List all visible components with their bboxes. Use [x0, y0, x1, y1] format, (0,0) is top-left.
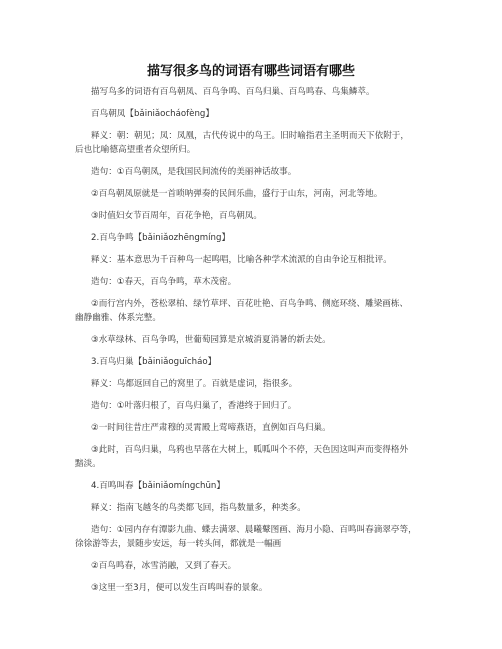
entry-1-example-2: ②百鸟朝凤原就是一首唢呐弹奏的民间乐曲，盛行于山东，河南，河北等地。 [91, 189, 383, 199]
entry-3-example-2: ②一时间往昔庄严肃穆的灵霄殿上莺啼燕语，直例如百鸟归巢。 [91, 423, 331, 433]
entry-heading-2: 2.百鸟争鸣【bǎiniǎozhēngmíng】 [91, 233, 231, 243]
entry-2-example-1: 造句：①春天，百鸟争鸣，草木茂密。 [91, 277, 237, 287]
entry-1-definition-cont: 后也比喻德高望重者众望所归。 [75, 145, 196, 155]
entry-3-example-3: ③此时，百鸟归巢，鸟鸦也早落在大树上，呱呱叫个不停，天色因这叫声而变得格外 [91, 445, 409, 455]
entry-1-definition: 释义：朝：朝见；凤：凤凰，古代传说中的鸟王。旧时喻指君主圣明而天下依附于， [91, 131, 409, 141]
entry-2-definition: 释义：基本意思为千百种鸟一起鸣唱，比喻各种学术流派的自由争论互相批评。 [91, 255, 392, 265]
intro-paragraph: 描写鸟多的词语有百鸟朝凤、百鸟争鸣、百鸟归巢、百鸟鸣春、鸟集鳞萃。 [91, 87, 375, 97]
entry-1-example-3: ③时值妇女节百周年，百花争艳，百鸟朝凤。 [91, 211, 262, 221]
document-title: 描写很多鸟的词语有哪些词语有哪些 [146, 64, 355, 79]
entry-4-example-2: ②百鸟鸣春，冰雪消融，又到了春天。 [91, 561, 237, 571]
entry-4-example-3: ③这里一至3月，便可以发生百鸣叫春的景象。 [91, 583, 268, 593]
entry-1-example-1: 造句：①百鸟朝凤，是我国民间流传的美丽神话故事。 [91, 167, 297, 177]
entry-3-definition: 释义：鸟都返回自己的窝里了。百就是虚词，指很多。 [91, 379, 298, 389]
entry-2-example-3: ③水草绿林、百鸟争鸣，世葡萄园算是京城消夏消暑的新去处。 [91, 335, 331, 345]
entry-4-example-1: 造句：①园内存有潭影九曲、蝶去满翠、晨曦鼙图画、海月小隐、百鸣叫春滴翠亭等， [91, 525, 417, 535]
document-body [75, 85, 445, 603]
entry-2-example-2-cont: 幽静幽雅、体系完整。 [75, 313, 161, 323]
entry-4-definition: 释义：指南飞越冬的鸟类都飞回，指鸟数量多，种类多。 [91, 503, 306, 513]
entry-3-example-3-cont: 黯淡。 [75, 459, 101, 469]
entry-heading-3: 3.百鸟归巢【bǎiniǎoguīcháo】 [91, 357, 217, 367]
entry-4-example-1-cont: 徐徐游等去，景随步安远，每一转头间，都就是一幅画 [75, 539, 282, 549]
entry-2-example-2: ②而行宫内外，苍松翠柏、绿竹草坪、百花吐艳、百鸟争鸣、侧庭环绕、雕梁画栋、 [91, 299, 409, 309]
entry-heading-4: 4.百鸣叫春【bǎiniǎomíngchūn】 [91, 481, 225, 491]
entry-3-example-1: 造句：①叶落归根了，百鸟归巢了，香港终于回归了。 [91, 401, 297, 411]
entry-heading-1: 百鸟朝凤【bǎiniǎocháofèng】 [91, 109, 214, 119]
